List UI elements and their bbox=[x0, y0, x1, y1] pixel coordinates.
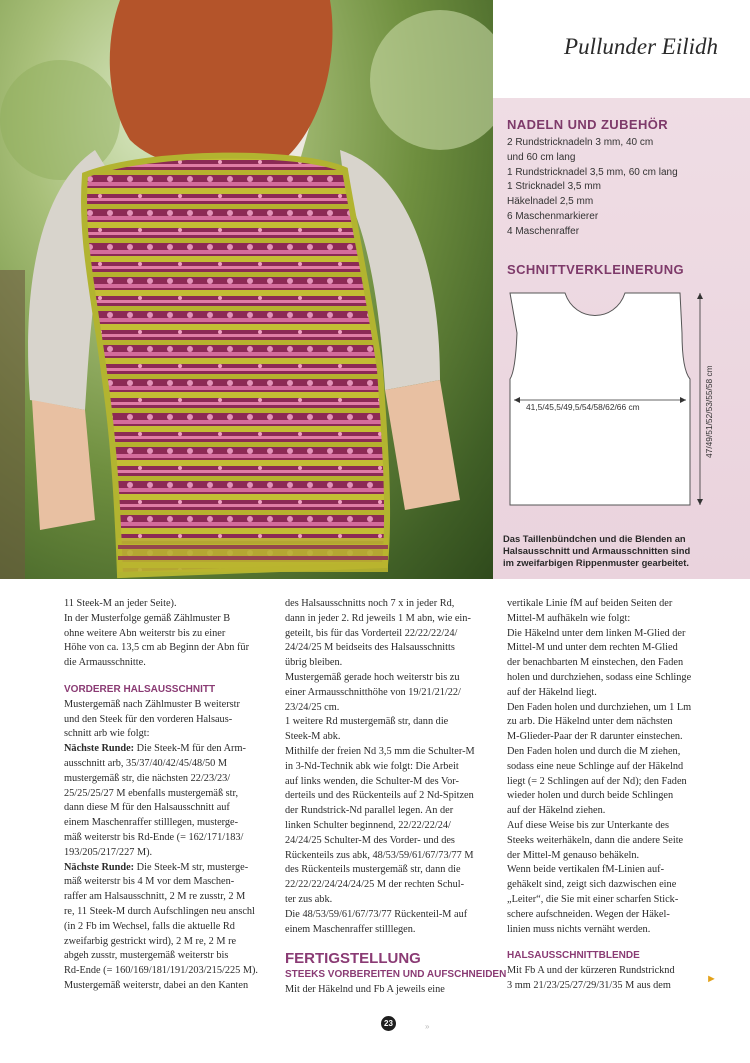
text-line: Die Häkelnd unter dem linken M-Glied der bbox=[507, 627, 686, 639]
text-line: Auf diese Weise bis zur Unterkante des bbox=[507, 819, 669, 831]
photo-caption bbox=[503, 533, 743, 569]
text-line: Rd-Ende (= 160/169/181/191/203/215/225 M). bbox=[64, 965, 259, 977]
paragraph-gap bbox=[507, 937, 717, 949]
text-line: Mustergemäß weiterstr, dabei an den Kanten bbox=[64, 979, 249, 991]
text-line: des Rückenteils mustergemäß str, dann die bbox=[285, 864, 461, 876]
text-line: Höhe von ca. 13,5 cm ab Beginn der Abn für bbox=[64, 642, 250, 654]
caption-line: im zweifarbigen Rippenmuster gearbeitet. bbox=[503, 557, 689, 568]
text-line: raffer am Halsausschnitt, 2 M re zusstr, 2 M bbox=[64, 891, 246, 903]
page-number: 23 bbox=[381, 1016, 396, 1031]
text-line: 193/205/217/227 M). bbox=[64, 846, 153, 858]
materials-line: 1 Rundstricknadel 3,5 mm, 60 cm lang bbox=[507, 166, 678, 178]
text-line: In der Musterfolge gemäß Zählmuster B bbox=[64, 612, 231, 624]
step-text: Die Steek-M str, musterge- bbox=[134, 861, 249, 873]
text-line: linien muss nichts vernäht werden. bbox=[507, 923, 651, 935]
text-line: 1 weitere Rd mustergemäß str, dann die bbox=[285, 716, 449, 728]
text-line: Steeks weiterhäkeln, dann die andere Seite bbox=[507, 834, 684, 846]
text-line: der Rundstrick-Nd parallel legen. An der bbox=[285, 805, 454, 817]
text-line: 24/24/25 Schulter-M des Vorder- und des bbox=[285, 834, 455, 846]
text-line: M-Glieder-Paar der R darunter einstechen. bbox=[507, 731, 683, 743]
text-line: Mittel-M und unter dem rechten M-Glied bbox=[507, 642, 678, 654]
text-line: auf der Häkelnd liegt. bbox=[507, 686, 597, 698]
text-line: dann in jeder 2. Rd jeweils 1 M abn, wie ein- bbox=[285, 612, 471, 624]
text-line: einem Maschenraffer stilllegen. bbox=[285, 923, 416, 935]
text-line: 25/25/25/27 M ebenfalls mustergemäß str, bbox=[64, 787, 239, 799]
text-line: auf der Häkelnd ziehen. bbox=[507, 805, 606, 817]
text-line: Mustergemäß gerade hoch weiterstr bis zu bbox=[285, 671, 460, 683]
text-line: 11 Steek-M an jeder Seite). bbox=[64, 598, 177, 609]
text-line: ohne weitere Abn weiterstr bis zu einer bbox=[64, 627, 226, 639]
text-line: Mit der Häkelnd und Fb A jeweils eine bbox=[285, 984, 445, 996]
text-line: Steek-M abk. bbox=[285, 731, 341, 743]
text-line: dann diese M für den Halsausschnitt auf bbox=[64, 802, 230, 814]
footer-mark: » bbox=[425, 1022, 430, 1031]
text-line: und den Steek für den vorderen Halsaus- bbox=[64, 713, 233, 725]
text-line bbox=[64, 861, 274, 876]
text-line: 23/24/25 cm. bbox=[285, 701, 340, 713]
step-text: Die Steek-M für den Arm- bbox=[134, 743, 246, 755]
step-label: Nächste Runde: bbox=[64, 861, 135, 873]
text-line: Mustergemäß nach Zählmuster B weiterstr bbox=[64, 698, 240, 710]
schematic-heading: SCHNITTVERKLEINERUNG bbox=[507, 262, 685, 277]
text-line: liegt (= 2 Schlingen auf der Nd); den Faden bbox=[507, 775, 687, 787]
text-line: Wenn beide vertikalen fM-Linien auf- bbox=[507, 864, 664, 876]
caption-line: Halsausschnitt und Armausschnitten sind bbox=[503, 545, 691, 556]
text-line: ter zus abk. bbox=[285, 893, 333, 905]
text-line: abgeh zusstr, mustergemäß weiterstr bis bbox=[64, 950, 229, 962]
text-line: vertikale Linie fM auf beiden Seiten der bbox=[507, 598, 673, 609]
text-line: schnitt arb wie folgt: bbox=[64, 728, 150, 740]
text-line: Den Faden holen und durch die M ziehen, bbox=[507, 745, 681, 757]
page-title: Pullunder Eilidh bbox=[564, 34, 718, 59]
text-line: Mittel-M aufhäkeln wie folgt: bbox=[507, 612, 631, 624]
text-column-3 bbox=[507, 597, 717, 994]
materials-heading: NADELN UND ZUBEHÖR bbox=[507, 117, 669, 132]
section-heading: FERTIGSTELLUNG bbox=[285, 950, 421, 968]
text-line: 22/22/22/24/24/24/25 M der rechten Schul- bbox=[285, 879, 465, 891]
text-line: wieder holen und durch beide Schlingen bbox=[507, 790, 674, 802]
text-line: auf links wenden, die Schulter-M des Vor- bbox=[285, 775, 459, 787]
text-line: zu arb. Die Häkelnd unter dem nächsten bbox=[507, 716, 673, 728]
materials-line: 6 Maschenmarkierer bbox=[507, 210, 599, 222]
text-line: übrig bleiben. bbox=[285, 657, 343, 669]
caption-line: Das Taillenbündchen und die Blenden an bbox=[503, 533, 686, 544]
materials-line: 2 Rundstricknadeln 3 mm, 40 cm bbox=[507, 137, 654, 148]
materials-line: Häkelnadel 2,5 mm bbox=[507, 196, 594, 208]
text-line: der Mittel-M genauso behäkeln. bbox=[507, 849, 640, 861]
text-line: „Leiter“, die Sie mit einer scharfen Stick- bbox=[507, 893, 679, 905]
text-line: linken Schulter beginnend, 22/22/22/24/ bbox=[285, 819, 451, 831]
text-line: Die 48/53/59/61/67/73/77 Rückenteil-M auf bbox=[285, 908, 468, 920]
text-column-1 bbox=[64, 597, 274, 994]
text-line: ausschnitt arb, 35/37/40/42/45/48/50 M bbox=[64, 757, 228, 769]
text-line: einer Armausschnitthöhe von 19/21/21/22/ bbox=[285, 686, 461, 698]
text-line: des Halsausschnitts noch 7 x in jeder Rd, bbox=[285, 598, 455, 609]
text-line: in 3-Nd-Technik abk wie folgt: Die Arbeit bbox=[285, 760, 459, 772]
text-line: Mit Fb A und der kürzeren Rundstricknd bbox=[507, 965, 675, 977]
text-line: (in 2 Fb im Wechsel, falls die aktuelle Rd bbox=[64, 920, 235, 932]
schematic-width-label: 41,5/45,5/49,5/54/58/62/66 cm bbox=[526, 402, 640, 412]
text-line: schere aufschneiden. Wegen der Häkel- bbox=[507, 908, 670, 920]
text-line: sodass eine neue Schlinge auf der Häkelnd bbox=[507, 760, 684, 772]
text-line: die Armausschnitte. bbox=[64, 657, 146, 669]
vest-photo bbox=[0, 0, 493, 579]
text-line: derteils und des Rückenteils auf 2 Nd-Spitzen bbox=[285, 790, 474, 802]
materials-line: 4 Maschenraffer bbox=[507, 225, 580, 237]
schematic-height-label: 47/49/51/52/53/55/58 cm bbox=[704, 365, 714, 458]
text-line: der benachbarten M einstechen, den Faden bbox=[507, 657, 684, 669]
text-line: Rückenteils zus abk, 48/53/59/61/67/73/77 M bbox=[285, 849, 474, 861]
text-line: geteilt, bis für das Vorderteil 22/22/22/24/ bbox=[285, 627, 458, 639]
text-line: Den Faden holen und durchziehen, um 1 Lm bbox=[507, 701, 692, 713]
text-line: mäß weiterstr bis 4 M vor dem Maschen- bbox=[64, 876, 235, 888]
text-column-2 bbox=[285, 597, 507, 998]
text-line: mäß weiterstr bis Rd-Ende (= 162/171/183/ bbox=[64, 831, 244, 843]
text-line: re, 11 Steek-M durch Aufschlingen neu anschl bbox=[64, 905, 255, 917]
materials-list bbox=[507, 136, 678, 240]
paragraph-gap bbox=[285, 937, 495, 949]
step-label: Nächste Runde: bbox=[64, 743, 135, 755]
schematic-diagram bbox=[500, 283, 730, 513]
text-line: einem Maschenraffer stilllegen, musterge- bbox=[64, 817, 239, 829]
continue-arrow-icon: ► bbox=[706, 973, 717, 985]
subsection-heading: VORDERER HALSAUSSCHNITT bbox=[64, 683, 216, 695]
subsection-heading: STEEKS VORBEREITEN UND AUFSCHNEIDEN bbox=[285, 969, 507, 981]
subsection-heading: HALSAUSSCHNITTBLENDE bbox=[507, 950, 640, 962]
materials-line: und 60 cm lang bbox=[507, 151, 576, 163]
text-line: 3 mm 21/23/25/27/29/31/35 M aus dem bbox=[507, 979, 671, 991]
text-line: zweifarbig gestrickt wird), 2 M re, 2 M re bbox=[64, 935, 237, 947]
text-line: 24/24/25 M beidseits des Halsausschnitts bbox=[285, 642, 455, 654]
text-line bbox=[64, 742, 274, 757]
text-line: mustergemäß str, die nächsten 22/23/23/ bbox=[64, 772, 231, 784]
text-line: Mithilfe der freien Nd 3,5 mm die Schulter-M bbox=[285, 745, 475, 757]
materials-line: 1 Stricknadel 3,5 mm bbox=[507, 181, 601, 193]
text-line: holen und durchziehen, sodass eine Schlinge bbox=[507, 671, 692, 683]
text-line: gehäkelt sind, zeigt sich dazwischen eine bbox=[507, 879, 677, 891]
paragraph-gap bbox=[64, 671, 274, 683]
